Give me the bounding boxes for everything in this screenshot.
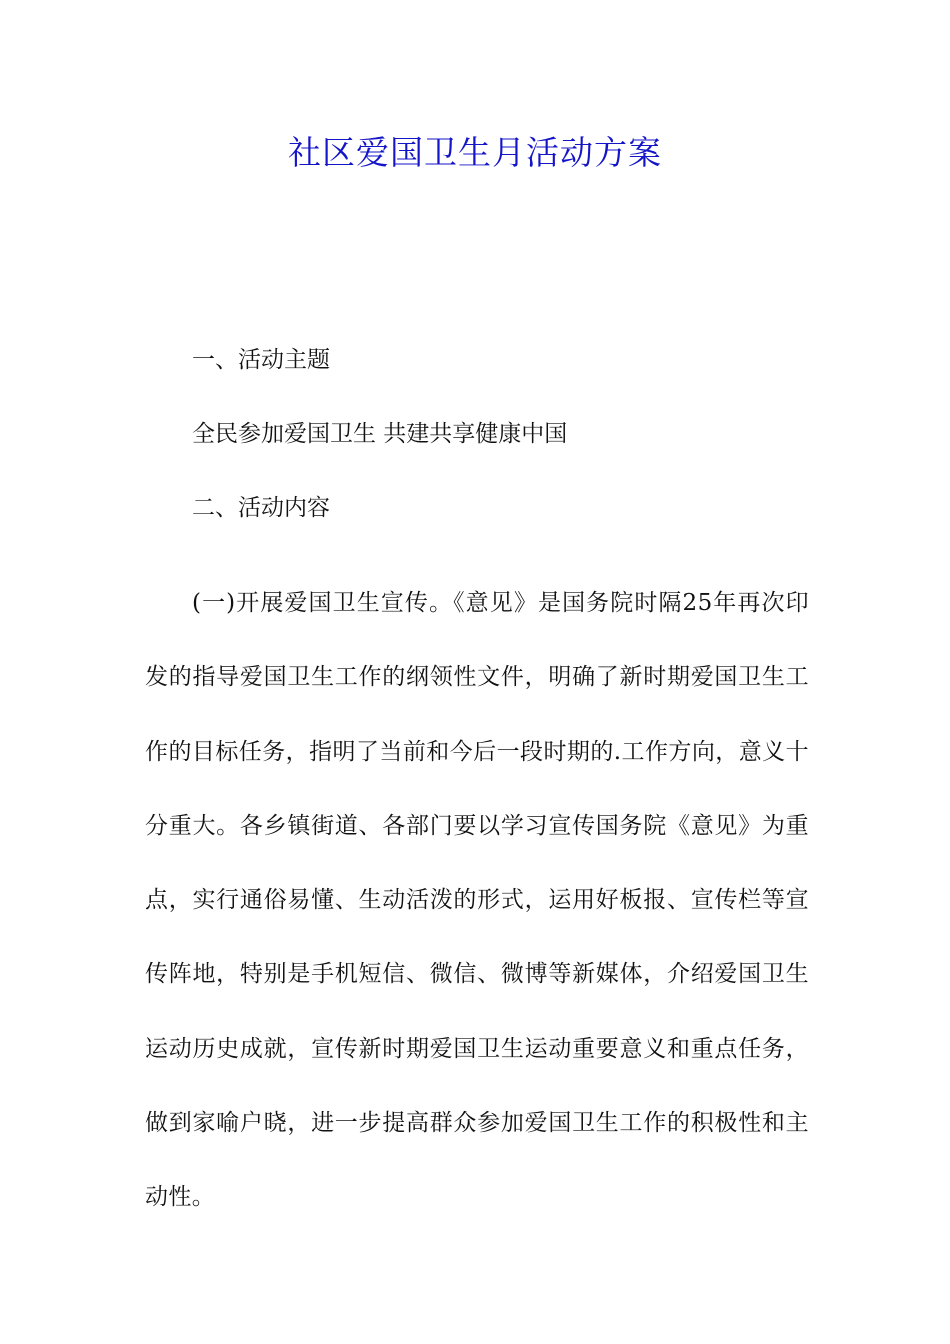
- paragraph-publicity: (一)开展爱国卫生宣传。《意见》是国务院时隔25年再次印发的指导爱国卫生工作的纲领性文件，明确了新时期爱国卫生工作的目标任务，指明了当前和今后一段时期的.工作方向，意义十分重大。各乡镇街道、各部门要以学习宣传国务院《意见》为重点，实行通俗易懂、生动活泼的形式，运用好板报、宣传栏等宣传阵地，特别是手机短信、微信、微博等新媒体，介绍爱国卫生运动历史成就，宣传新时期爱国卫生运动重要意义和重点任务，做到家喻户晓，进一步提高群众参加爱国卫生工作的积极性和主动性。: [145, 590, 809, 1211]
- document-title: 社区爱国卫生月活动方案: [288, 133, 662, 172]
- activity-theme-text: 全民参加爱国卫生 共建共享健康中国: [192, 421, 568, 447]
- section-heading-activity-content: 二、活动内容: [192, 495, 330, 521]
- section-heading-activity-theme: 一、活动主题: [192, 347, 330, 373]
